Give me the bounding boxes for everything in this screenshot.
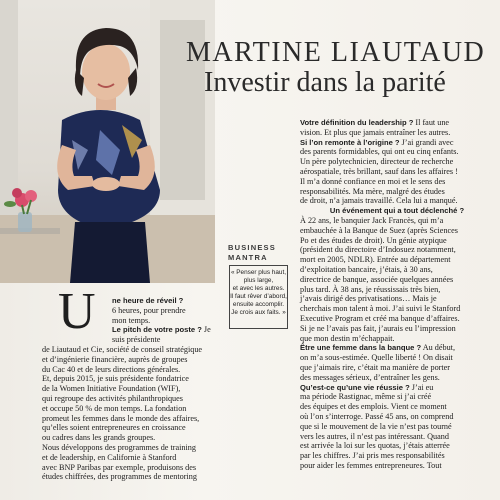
question-trigger-event: Un événement qui a tout déclenché ?	[329, 206, 465, 216]
headline-name: MARTINE LIAUTAUD	[186, 37, 486, 68]
question-woman-in-banking: Être une femme dans la banque ?	[300, 343, 422, 353]
mantra-heading-line-1: BUSINESS	[228, 243, 276, 252]
answer-line: Il faut une	[415, 118, 450, 127]
answer-line: où l’on s’interroge. Passé 45 ans, on comprend	[300, 411, 454, 421]
mantra-quote-line: et avec les autres.	[232, 285, 285, 292]
answer-line: Nous développons des programmes de training	[42, 442, 196, 452]
portrait-photo	[0, 0, 215, 283]
answer-line: promeut les femmes dans le monde des affaires,	[42, 413, 200, 423]
portrait-illustration	[0, 0, 215, 283]
mantra-quote-line: Je crois aux faits. »	[231, 309, 286, 316]
answer-line: mort en 2005, NDLR). Entrée au département	[300, 255, 451, 265]
answer-line: pour aider les femmes entrepreneures. Tout	[300, 460, 442, 470]
answer-line: avec BNP Paribas par exemple, produisons des	[42, 462, 197, 472]
mantra-heading-line-2: MANTRA	[228, 253, 268, 262]
mantra-quote-line: « Penser plus haut,	[230, 269, 287, 276]
answer-line: que si le mouvement de la vie n’est pas tourné	[300, 421, 452, 431]
answer-line: des parents formidables, qui ont eu cinq enfants.	[300, 147, 459, 157]
answer-line: études chiffrées, des programmes de mentoring	[42, 472, 197, 482]
answer-line: responsabilités. Ma mère, malgré des études	[300, 186, 445, 196]
answer-line: cherchais mon talent à moi. J’ai suivi le Stanford	[300, 304, 461, 314]
mantra-quote-line: ensuite accomplir.	[232, 301, 285, 308]
answer-line: de Liautaud et Cie, société de conseil stratégique	[42, 344, 203, 354]
answer-line: vision. Et plus que jamais entraîner les autres.	[300, 127, 451, 137]
answer-line: ma période Rastignac, même si j’ai créé	[300, 392, 432, 402]
answer-line: des messages sérieux, d’entraîner les gens.	[300, 372, 440, 382]
answer-line: J’ai eu	[411, 382, 434, 392]
answer-line: qui regroupe des activités philanthropiques	[42, 393, 183, 403]
headline-subtitle: Investir dans la parité	[204, 67, 446, 98]
answer-line: on m’a sous-estimée. Quelle liberté ! On disait	[300, 353, 453, 363]
answer-line: Executive Program et créé ma banque d’affaires.	[300, 313, 460, 323]
answer-line: qu’elles soient entrepreneures en croissance	[42, 423, 186, 433]
answer-line: Au début,	[422, 343, 456, 353]
answer-line: 6 heures, pour prendre	[112, 305, 186, 315]
answer-line: (président du directoire d’Indosuez notamment,	[300, 245, 456, 255]
answer-line: Et, depuis 2015, je suis présidente fondatrice	[42, 374, 189, 384]
answer-line: de la Women Initiative Foundation (WIF),	[42, 384, 181, 394]
answer-line: des équipes et des emplois. Vient ce moment	[300, 402, 447, 412]
right-column	[300, 118, 494, 471]
answer-line: et d’ingénierie financière, auprès de groupes	[42, 354, 188, 364]
drop-cap: U	[58, 283, 96, 340]
answer-line: et occupe 50 % de mon temps. La fondation	[42, 403, 187, 413]
answer-line: mon temps.	[112, 315, 151, 325]
answer-line: ou cadres dans les grands groupes.	[42, 433, 156, 443]
question-successful-life: Qu’est-ce qu’une vie réussie ?	[300, 382, 410, 392]
question-wake-up: ne heure de réveil ?	[112, 296, 184, 305]
answer-line: Un père polytechnicien, directeur de recherche	[300, 157, 454, 167]
question-leadership: Votre définition du leadership ?	[300, 118, 414, 127]
answer-line: Je suis présidente	[112, 325, 211, 345]
answer-line: J’ai grandi avec	[401, 137, 454, 147]
answer-line: j’avais dirigé des privatisations… Mais je	[300, 294, 437, 304]
mantra-heading	[228, 243, 288, 263]
answer-line: du Cac 40 et de leurs directions générales.	[42, 364, 181, 374]
answer-line: de droit, n’a jamais travaillé. Cela lui a manqué.	[300, 196, 458, 206]
mantra-quote-line: plus large,	[243, 277, 274, 284]
answer-line: est arrivée la loi sur les quotas, j’étais atterrée	[300, 441, 450, 451]
answer-line: Po et des études de droit). Un génie atypique	[300, 235, 447, 245]
answer-line: par les chiffres. J’ai pris mes responsabilités	[300, 451, 445, 461]
answer-line: directrice de banque, associée quelques années	[300, 274, 454, 284]
article-headline	[186, 38, 486, 98]
mantra-quote-line: Il faut rêver d’abord,	[230, 293, 287, 300]
answer-line: d’exploitation bancaire, j’étais, à 30 ans,	[300, 264, 433, 274]
answer-line: À 22 ans, le banquier Jack Francès, qui m’a	[300, 215, 444, 225]
answer-line: que j’aimais rire, c’était ma manière de porter	[300, 362, 451, 372]
question-pitch: Le pitch de votre poste ?	[112, 325, 202, 335]
answer-line: que mon destin m’échappait.	[300, 333, 395, 343]
question-origin: Si l’on remonte à l’origine ?	[300, 137, 400, 147]
answer-line: et de leadership, en Californie à Stanford	[42, 452, 177, 462]
left-column	[42, 296, 220, 482]
answer-line: embauchée à la Banque de Suez (après Sciences	[300, 225, 458, 235]
answer-line: plus tard. À 38 ans, je réussissais très bien,	[300, 284, 441, 294]
answer-line: vers les autres, il n’est pas intéressant. Quand	[300, 431, 449, 441]
answer-line: aérospatiale, très brillant, sauf dans les affaires !	[300, 166, 458, 176]
answer-line: Si je ne l’avais pas fait, j’aurais eu l’impression	[300, 323, 456, 333]
answer-line: Il m’a donné confiance en moi et le sens des	[300, 176, 446, 186]
mantra-quote-box	[229, 265, 288, 329]
